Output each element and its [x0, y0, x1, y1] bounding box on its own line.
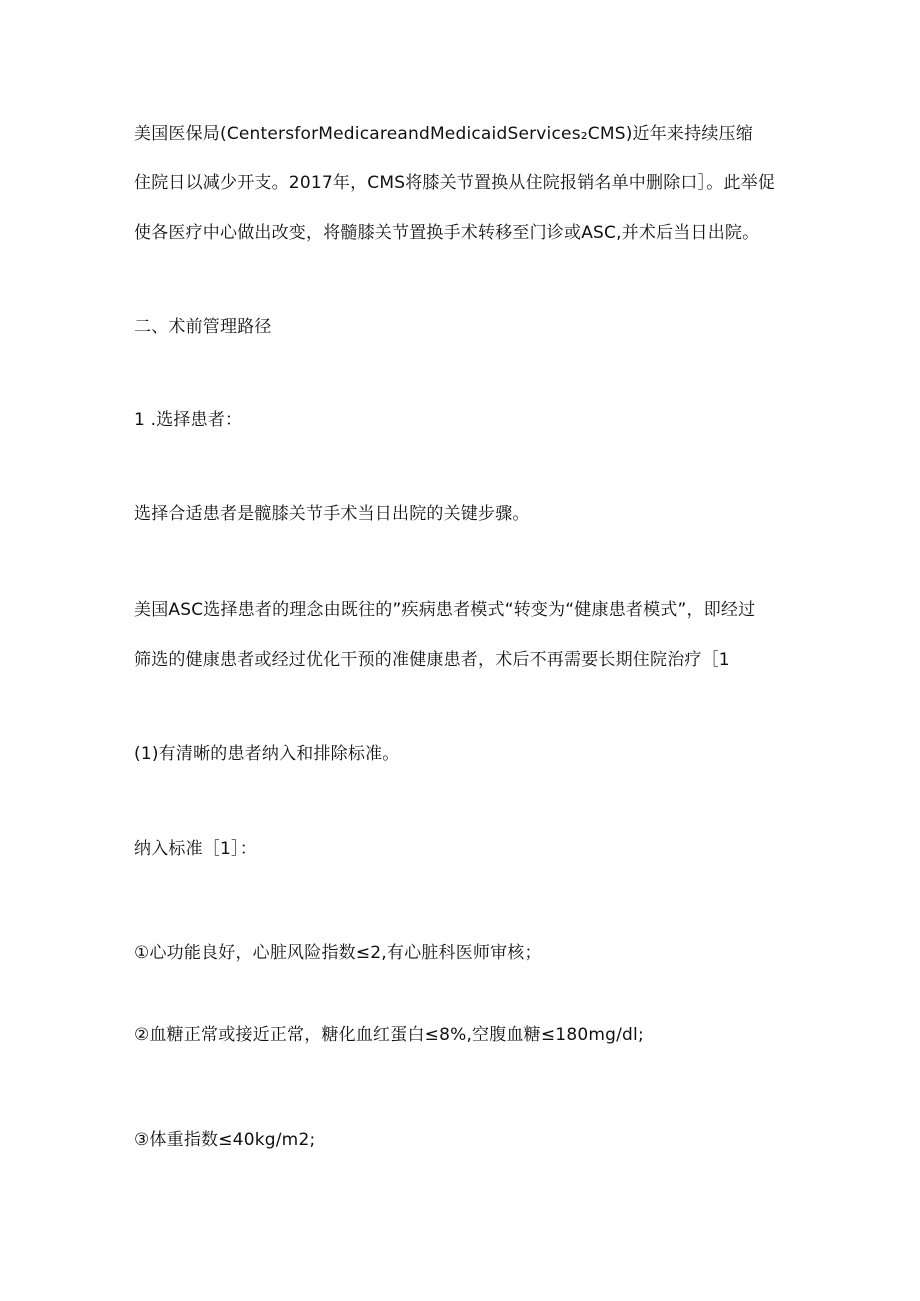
criterion-item-3: ③体重指数≤40kg∕m2; — [134, 1130, 316, 1150]
paragraph-intro-line-1: 美国医保局(CentersforMedicareandMedicaidServices₂CMS)近年来持续压缩 — [134, 124, 753, 144]
inclusion-criteria-heading: 纳入标准［1］： — [134, 839, 257, 859]
paragraph-intro-line-2: 住院日以减少开支。2017年，CMS将膝关节置换从住院报销名单中删除口］。此举促 — [134, 173, 776, 193]
paragraph-asc-line-1: 美国ASC选择患者的理念由既往的”疾病患者模式“转变为“健康患者模式”，即经过 — [134, 600, 756, 620]
section-heading: 二、术前管理路径 — [134, 317, 272, 337]
criterion-item-1: ①心功能良好，心脏风险指数≤2,有心脏科医师审核； — [134, 943, 542, 963]
paragraph-criteria-intro: (1)有清晰的患者纳入和排除标准。 — [134, 744, 400, 764]
paragraph-asc-line-2: 筛选的健康患者或经过优化干预的准健康患者，术后不再需要长期住院治疗［1 — [134, 650, 730, 670]
paragraph-select-patients: 选择合适患者是髋膝关节手术当日出院的关键步骤。 — [134, 504, 530, 524]
paragraph-intro-line-3: 使各医疗中心做出改变，将髓膝关节置换手术转移至门诊或ASC,并术后当日出院。 — [134, 223, 760, 243]
criterion-item-2: ②血糖正常或接近正常，糖化血红蛋白≤8%,空腹血糖≤180mg/dl; — [134, 1025, 644, 1045]
subsection-heading: 1 .选择患者： — [134, 410, 243, 430]
